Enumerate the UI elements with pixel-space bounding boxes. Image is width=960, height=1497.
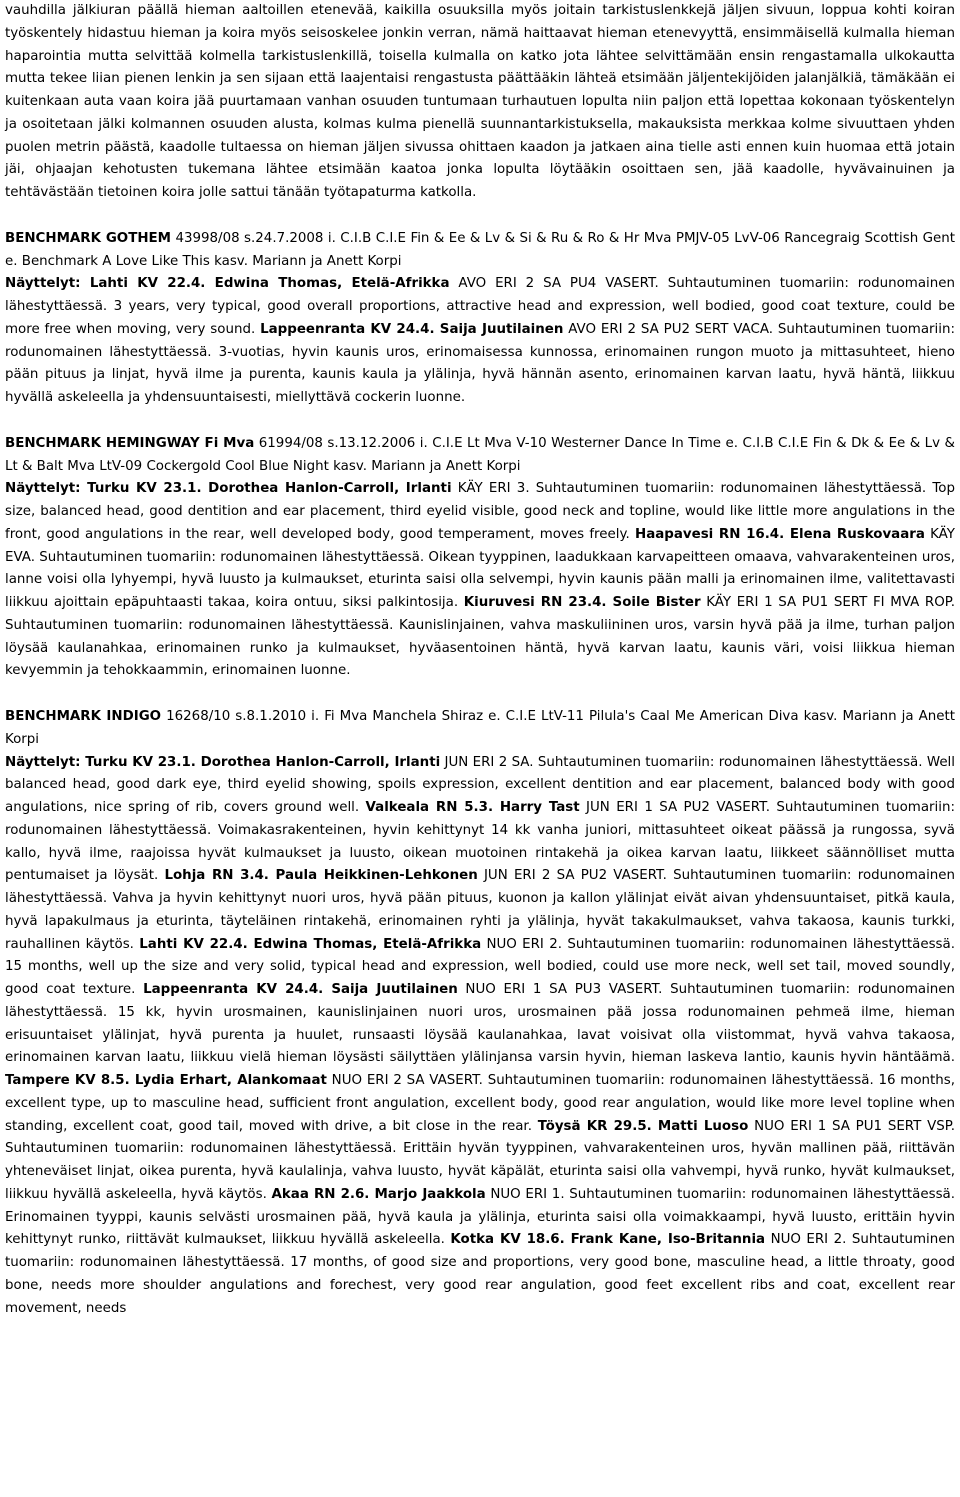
show-header: Akaa RN 2.6. Marjo Jaakkola <box>271 1186 486 1202</box>
show-critique: NUO ERI 1. Suhtautuminen tuomariin: rodunomainen lähestyttäessä. Erinomainen tyyppi, kaunis selvästi urosmainen pää, hyvä kaula ja ylälinja, eturinta saisi olla voimakkaampi, hyvä luusto, erittäin hyvin kehittynyt runko, riittävät kulmaukset, liikkuu hyvällä askeleella. <box>5 1186 956 1248</box>
dog-entry-gothem <box>5 228 955 410</box>
show-critique: KÄY ERI 3. Suhtautuminen tuomariin: rodunomainen lähestyttäessä. Top size, balanced head, good dentition and ear placement, third eyelid visible, good neck and topline, would like little more angulations in the front, good angulations in the rear, well developed body, good temperament, moves freely. <box>5 481 955 542</box>
show-critique: JUN ERI 1 SA PU2 VASERT. Suhtautuminen tuomariin: rodunomainen lähestyttäessä. Voimakasrakenteinen, hyvin kehittynyt 14 kk vanha juniori, mittasuhteet oikeat päässä ja rungossa, syvä kallo, hyvä ilme, raajoissa hyvät kulmaukset ja luusto, oikean muotoinen rintakehä ja oikea karvan laatu, liikkeet säännölliset mutta pentumaiset ja löysät. <box>5 800 956 884</box>
show-header: Töysä KR 29.5. Matti Luoso <box>537 1118 749 1134</box>
show-critique: AVO ERI 2 SA PU4 VASERT. Suhtautuminen tuomariin: rodunomainen lähestyttäessä. 3 years, very typical, good overall proportions, attractive head and expression, well bodied, good coat texture, could be more free when moving, very sound. <box>5 276 955 337</box>
show-critique: KÄY ERI 1 SA PU1 SERT FI MVA ROP. Suhtautuminen tuomariin: rodunomainen lähestyttäessä. Kaunislinjainen, vahva maskuliininen uros, varsin hyvä pää ja ilme, turhan paljon löysää kaulanahkaa, erinomainen runko ja kulmaukset, hyväasentoinen häntä, hyvä karvan laatu, kaunis väri, voisi liikkua hieman kevyemmin ja tehokkaammin, erinomainen luonne. <box>5 595 956 679</box>
dog-name: BENCHMARK INDIGO <box>5 709 162 724</box>
show-header: Näyttelyt: Lahti KV 22.4. Edwina Thomas, Etelä-Afrikka <box>5 276 450 292</box>
show-critique: NUO ERI 2 SA VASERT. Suhtautuminen tuomariin: rodunomainen lähestyttäessä. 16 months, excellent type, up to masculine head, sufficient front angulation, excellent body, good rear angulation, would like more level topline when standing, excellent coat, good tail, moved with drive, a bit close in the rear. <box>5 1073 955 1134</box>
pedigree: 16268/10 s.8.1.2010 i. Fi Mva Manchela Shiraz e. C.I.E LtV-11 Pilula's Caal Me American Diva kasv. Mariann ja Anett Korpi <box>5 709 955 747</box>
dog-name: BENCHMARK GOTHEM <box>5 230 172 246</box>
intro-paragraph: vauhdilla jälkiuran päällä hieman aaltoillen etenevää, kaikilla osuuksilla myös joitain tarkistuslenkkejä jäljen sivuun, loppua kohti koiran työskentely hidastuu hieman ja koira myös seisoskelee jonkin verran, nämä haittaavat hieman etenevyyttä, ensimmäisellä kulmalla hieman haparointia mutta selvittää kolmella tarkistuslenkillä, toisella kulmalla on katko jota lähtee selvittämään ensin rengastamalla ulkokautta mutta tekee liian pienen lenkin ja sen sijaan että laajentaisi rengastusta päättääkin lähteä etsimään jäljentekijöiden jalanjälkiä, tämäkään ei kuitenkaan auta vaan koira jää puurtamaan vanhan osuuden tuntumaan turhautuen lopulta niin paljon että lopettaa kokonaan työskentelyn ja osoitetaan jälki kolmannen osuuden alusta, kolmas kulma pienellä suunnantarkistuksella, makauksista merkkaa kolme sivuuttaen yhden puolen metrin päästä, kaadolle tultaessa on hieman jäljen sivussa ohittaen kaadon ja jatkaen aina tielle asti ennen kuin huomaa että jotain jäi, ohjaajan kehotusten tukemana lähtee etsimään kaatoa jonka lopulta löytääkin osoittaen sen, jää kaadolle, hyvävainuinen ja tehtävästään tietoinen koira jolle sattui tänään työtapaturma katkolla. <box>5 3 955 200</box>
show-critique: KÄY EVA. Suhtautuminen tuomariin: rodunomainen lähestyttäessä. Oikean tyyppinen, laadukkaan karvapeitteen omaava, vahvarakenteinen uros, lanne voisi olla lyhyempi, hyvä luusto ja kulmaukset, eturinta saisi olla selvempi, hyvin kaunis pään malli ja erinomainen ilme, valitettavasti liikkuu ajoittain epäpuhtaasti takaa, koira ontuu, siksi palkintosija. <box>5 526 955 610</box>
show-header: Lohja RN 3.4. Paula Heikkinen-Lehkonen <box>164 868 478 884</box>
show-header: Kotka KV 18.6. Frank Kane, Iso-Britannia <box>450 1232 766 1248</box>
dog-name: BENCHMARK HEMINGWAY Fi Mva <box>5 435 255 451</box>
paragraph-gap <box>5 410 955 433</box>
show-header: Näyttelyt: Turku KV 23.1. Dorothea Hanlon-Carroll, Irlanti <box>5 754 441 770</box>
show-critique: NUO ERI 2. Suhtautuminen tuomariin: rodunomainen lähestyttäessä. 15 months, well up the size and very solid, typical head and expression, well bodied, could use more neck, well set tail, moved soundly, good coat texture. <box>5 936 955 997</box>
show-header: Haapavesi RN 16.4. Elena Ruskovaara <box>634 526 925 542</box>
show-critique: JUN ERI 2 SA. Suhtautuminen tuomariin: rodunomainen lähestyttäessä. Well balanced head, good dark eye, third eyelid showing, spoils expression, excellent dentition and ear placement, balanced body with good angulations, nice spring of rib, covers ground well. <box>5 754 955 815</box>
show-header: Kiuruvesi RN 23.4. Soile Bister <box>463 595 701 610</box>
dog-entry-hemingway <box>5 433 955 683</box>
show-header: Lappeenranta KV 24.4. Saija Juutilainen <box>143 982 458 997</box>
show-critique: JUN ERI 2 SA PU2 VASERT. Suhtautuminen tuomariin: rodunomainen lähestyttäessä. Vahva ja hyvin kehittynyt nuori uros, hyvä pään pituus, kuonon ja kallon ylälinjat eivät aivan yhdensuuntaiset, pitkä kaula, hyvä lapakulmaus ja eturinta, täyteläinen rintakehä, erinomainen ryhti ja ylälinja, hyvät takakulmaukset, vahva takaosa, kaunis turkki, rauhallinen käytös. <box>5 868 955 952</box>
pedigree: 43998/08 s.24.7.2008 i. C.I.B C.I.E Fin & Ee & Lv & Si & Ru & Ro & Hr Mva PMJV-05 LvV-06 Rancegraig Scottish Gent e. Benchmark A Love Like This kasv. Mariann ja Anett Korpi <box>5 230 955 269</box>
show-critique: NUO ERI 1 SA PU3 VASERT. Suhtautuminen tuomariin: rodunomainen lähestyttäessä. 15 kk, hyvin urosmainen, kaunislinjainen nuori uros, urosmainen pää jossa rodunomainen pehmeä ilme, hieman erisuuntaiset ylälinjat, hyvä purenta ja huulet, runsaasti löysää kaulanahkaa, lavat voisivat olla viistommat, hyvä vahva takaosa, erinomainen karvan laatu, liikkuu vielä hieman löysästi säilyttäen ylälinjansa varsin hyvin, hieman laskeva lantio, kaunis hyvin häntäämä. <box>5 982 955 1066</box>
show-critique: AVO ERI 2 SA PU2 SERT VACA. Suhtautuminen tuomariin: rodunomainen lähestyttäessä. 3-vuotias, hyvin kaunis uros, erinomaisessa kunnossa, erinomainen rungon muoto ja mittasuhteet, hieno pään pituus ja linjat, hyvä ilme ja purenta, kaunis kaula ja ylälinja, hyvä hännän asento, erinomainen karvan laatu, hyvä häntä, liikkuu hyvällä askeleella ja yhdensuuntaisesti, miellyttävä cockerin luonne. <box>5 321 955 405</box>
dog-entry-indigo <box>5 706 955 1320</box>
show-header: Näyttelyt: Turku KV 23.1. Dorothea Hanlon-Carroll, Irlanti <box>5 481 452 497</box>
paragraph-gap <box>5 205 955 228</box>
show-header: Valkeala RN 5.3. Harry Tast <box>365 800 580 815</box>
show-critique: NUO ERI 2. Suhtautuminen tuomariin: rodunomainen lähestyttäessä. 17 months, of good size and proportions, very good bone, masculine head, a little throaty, good bone, needs more shoulder angulations and forechest, very good rear angulation, good feet excellent ribs and coat, excellent rear movement, needs <box>5 1232 955 1316</box>
paragraph-gap <box>5 683 955 706</box>
show-critique: NUO ERI 1 SA PU1 SERT VSP. Suhtautuminen tuomariin: rodunomainen lähestyttäessä. Erittäin hyvän tyyppinen, vahvarakenteinen uros, hyvän mallinen pää, riittävän yhteneväiset linjat, oikea purenta, hyvä kaulalinja, vahva luusto, hyvät käpälät, eturinta saisi olla vahvempi, hyvä runko, hyvät kulmaukset, liikkuu hyvällä askeleella, hyvä käytös. <box>5 1118 955 1202</box>
pedigree: 61994/08 s.13.12.2006 i. C.I.E Lt Mva V-10 Westerner Dance In Time e. C.I.B C.I.E Fin & Dk & Ee & Lv & Lt & Balt Mva LtV-09 Cockergold Cool Blue Night kasv. Mariann ja Anett Korpi <box>5 435 955 474</box>
show-header: Lappeenranta KV 24.4. Saija Juutilainen <box>260 321 564 337</box>
show-header: Tampere KV 8.5. Lydia Erhart, Alankomaat <box>5 1073 327 1088</box>
show-header: Lahti KV 22.4. Edwina Thomas, Etelä-Afrikka <box>139 936 482 952</box>
